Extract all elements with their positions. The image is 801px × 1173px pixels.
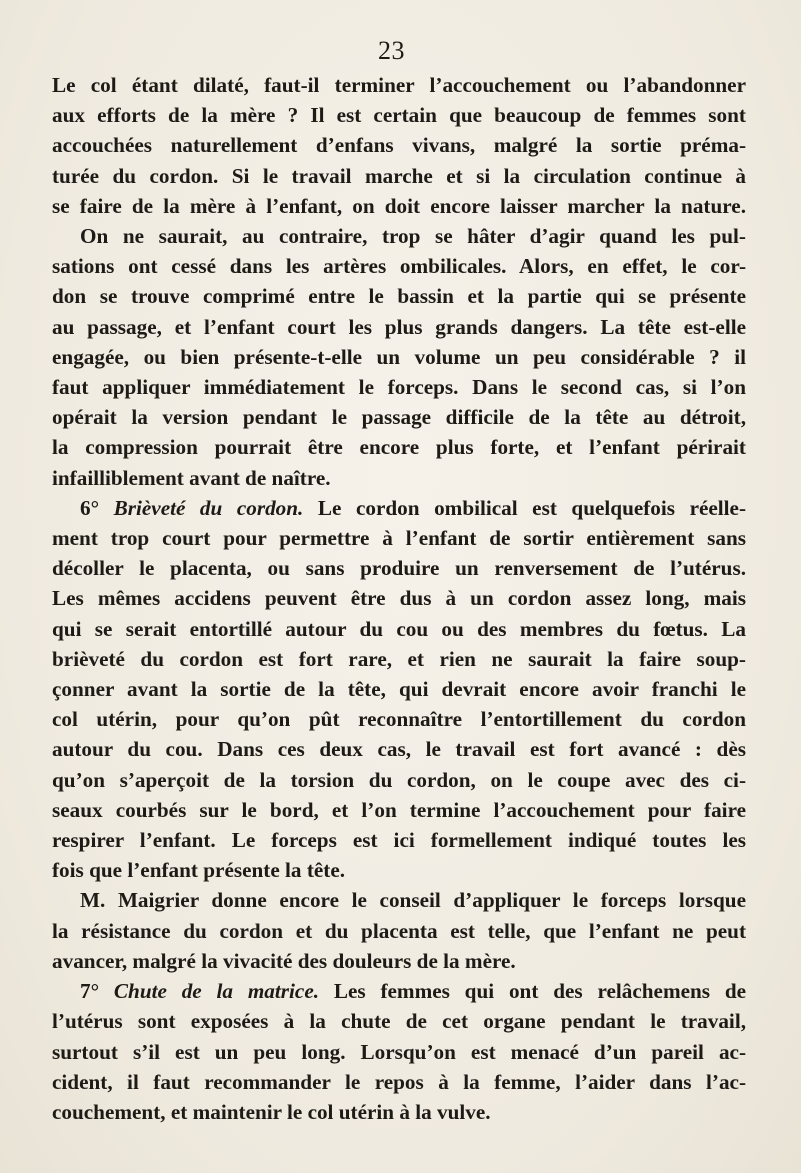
section-number: 7° — [80, 979, 100, 1004]
text-line: opérait la version pendant le passage difficile de la tête au détroit, — [52, 405, 746, 430]
text-line: l’utérus sont exposées à la chute de cet organe pendant le travail, — [52, 1009, 746, 1034]
text-line: çonner avant la sortie de la tête, qui devrait encore avoir franchi le — [52, 677, 746, 702]
text-fragment: Les femmes qui ont des relâchemens de — [333, 979, 746, 1004]
text-line: surtout s’il est un peu long. Lorsqu’on est menacé d’un pareil ac- — [52, 1039, 746, 1064]
text-line: couchement, et maintenir le col utérin à la vulve. — [52, 1099, 491, 1124]
text-line: col utérin, pour qu’on pût reconnaître l’entortillement du cordon — [52, 707, 746, 732]
text-line: aux efforts de la mère ? Il est certain que beaucoup de femmes sont — [52, 103, 746, 128]
text-line: engagée, ou bien présente-t-elle un volume un peu considérable ? il — [52, 344, 746, 369]
text-line: accouchées naturellement d’enfans vivans, malgré la sortie préma- — [52, 133, 746, 158]
paragraph — [52, 70, 746, 221]
page-text — [52, 70, 746, 1127]
paragraph — [52, 976, 746, 1127]
text-line: On ne saurait, au contraire, trop se hâter d’agir quand les pul- — [80, 224, 746, 249]
section-title: Brièveté du cordon. — [113, 495, 304, 520]
text-line: décoller le placenta, ou sans produire un renversement de l’utérus. — [52, 556, 746, 581]
text-line: cident, il faut recommander le repos à la femme, l’aider dans l’ac- — [52, 1069, 746, 1094]
text-line: don se trouve comprimé entre le bassin et la partie qui se présente — [52, 284, 746, 309]
text-line: se faire de la mère à l’enfant, on doit encore laisser marcher la nature. — [52, 193, 746, 218]
text-line: sations ont cessé dans les artères ombilicales. Alors, en effet, le cor- — [52, 254, 746, 279]
text-line: faut appliquer immédiatement le forceps. Dans le second cas, si l’on — [52, 375, 746, 400]
text-line: seaux courbés sur le bord, et l’on termine l’accouchement pour faire — [52, 797, 746, 822]
page-number: 23 — [378, 36, 405, 65]
text-line: respirer l’enfant. Le forceps est ici formellement indiqué toutes les — [52, 828, 746, 853]
text-line: M. Maigrier donne encore le conseil d’appliquer le forceps lorsque — [80, 888, 746, 913]
text-line: qu’on s’aperçoit de la torsion du cordon, on le coupe avec des ci- — [52, 767, 746, 792]
text-line: avancer, malgré la vivacité des douleurs de la mère. — [52, 948, 516, 973]
section-heading-line — [52, 976, 746, 1006]
text-line: la compression pourrait être encore plus forte, et l’enfant périrait — [52, 435, 746, 460]
text-line: au passage, et l’enfant court les plus grands dangers. La tête est-elle — [52, 314, 746, 339]
text-line: Les mêmes accidens peuvent être dus à un cordon assez long, mais — [52, 586, 746, 611]
section-heading-line — [52, 493, 746, 523]
text-line: turée du cordon. Si le travail marche et si la circulation continue à — [52, 163, 746, 188]
section-number: 6° — [80, 495, 100, 520]
paragraph — [52, 221, 746, 493]
text-line: Le col étant dilaté, faut-il terminer l’accouchement ou l’abandonner — [52, 73, 746, 97]
text-line: infailliblement avant de naître. — [52, 465, 331, 490]
text-line: la résistance du cordon et du placenta est telle, que l’enfant ne peut — [52, 918, 746, 943]
text-fragment: Le cordon ombilical est quelquefois réelle- — [317, 495, 746, 520]
text-line: ment trop court pour permettre à l’enfant de sortir entièrement sans — [52, 526, 746, 551]
paragraph — [52, 493, 746, 886]
paragraph — [52, 885, 746, 976]
text-line: autour du cou. Dans ces deux cas, le travail est fort avancé : dès — [52, 737, 746, 762]
section-title: Chute de la matrice. — [113, 979, 320, 1004]
text-line: fois que l’enfant présente la tête. — [52, 858, 346, 883]
text-line: qui se serait entortillé autour du cou ou des membres du fœtus. La — [52, 616, 746, 641]
text-line: brièveté du cordon est fort rare, et rien ne saurait la faire soup- — [52, 646, 746, 671]
